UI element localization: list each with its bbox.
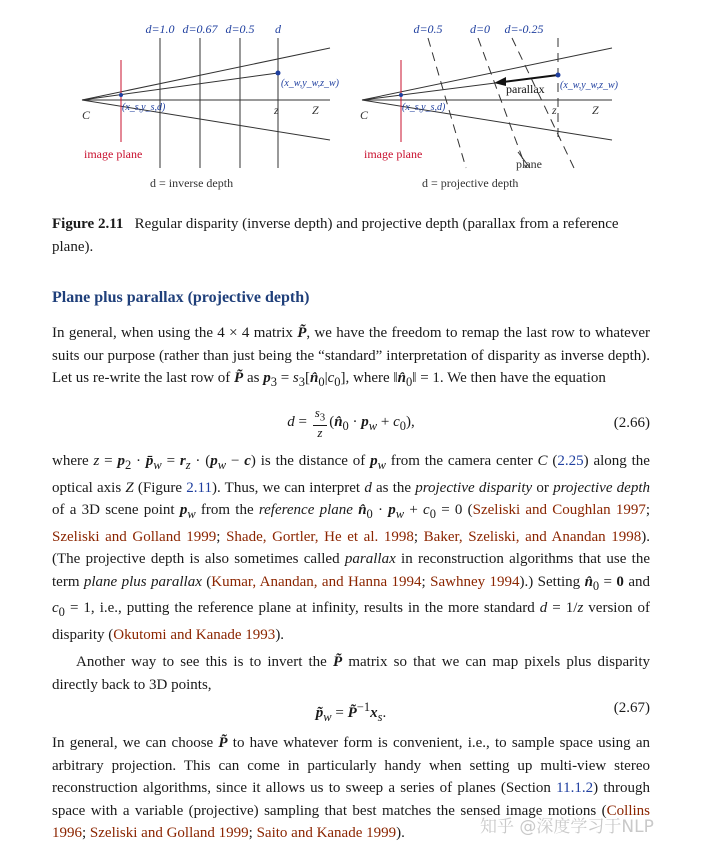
left-z-axis-label: Z	[312, 103, 319, 117]
cite-szeliski-coughlan[interactable]: Szeliski and Coughlan 1997	[472, 502, 646, 518]
right-world-point	[556, 73, 561, 78]
right-z-label: z	[552, 103, 557, 117]
ref-section-11-1-2[interactable]: 11.1.2	[556, 780, 594, 796]
left-caption: d = inverse depth	[150, 176, 234, 190]
left-d-label-4: d	[275, 22, 281, 36]
equation-2-66	[52, 406, 650, 446]
cite-saito[interactable]: Saito and Kanade 1999	[256, 825, 397, 841]
right-d-label-3: d=-0.25	[504, 22, 544, 36]
right-caption: d = projective depth	[422, 176, 519, 190]
parallax-label: parallax	[506, 82, 545, 96]
watermark: 知乎 @深度学习于NLP	[480, 817, 654, 837]
paragraph-2: where $z = p_2$ · $p̄_w = r_z \cdot (p_w - c)$ is the distance of $p_w$ from the camera center C (2.25) along the optical axis Z (Figure 2.11). Thus, we can interpret d as the projective disparity or projective depth of a 3D scene point $p_w$ from the reference plane $n̂_0 \cdot p_w + c_0 = 0$ (Szeliski and Coughlan 1997; Szeliski and Golland 1999; Shade, Gortler, He et al. 1998; Baker, Szeliski, and Anandan 1998). (The projective depth is also sometimes called parallax in reconstruction algorithms that use the term plane plus parallax (Kumar, Anandan, and Hanna 1994; Sawhney 1994).) Setting $n̂_0 = 0$ and $c_0 = 1$, i.e., putting the reference plane at infinity, results in the more standard d = 1/z version of disparity (Okutomi and Kanade 1993).	[52, 453, 651, 643]
cite-sawhney[interactable]: Sawhney 1994	[430, 573, 520, 590]
paragraph-3: Another way to see this is to invert the P̃ matrix so that we can map pixels plus disparity directly back to 3D points,	[52, 654, 650, 693]
cite-collins[interactable]: Collins 1996	[52, 802, 650, 841]
left-world-label: (x_w,y_w,z_w)	[281, 78, 339, 89]
paragraph-4: In general, we can choose P̃ to have whatever form is convenient, i.e., to sample space using an arbitrary projection. This can come in particularly handy when setting up multi-view stereo reconstruction algorithms, since it allows us to sweep a series of planes (Section 11.1.2) through space with a variable (projective) sampling that best matches the sensed image motions (Collins 1996; Szeliski and Golland 1999; Saito and Kanade 1999).	[52, 735, 650, 841]
left-d-label-1: d=1.0	[145, 22, 175, 36]
left-world-point	[276, 71, 281, 76]
cite-kumar[interactable]: Kumar, Anandan, and Hanna 1994	[211, 573, 422, 590]
left-camera-label: C	[82, 108, 91, 122]
left-image-label: (x_s,y_s,d)	[122, 102, 166, 113]
left-d-label-3: d=0.5	[225, 22, 255, 36]
parallax-arrowhead	[494, 77, 506, 86]
cite-baker[interactable]: Baker, Szeliski, and Anandan 1998	[423, 528, 642, 545]
cite-szeliski-golland[interactable]: Szeliski and Golland 1999	[52, 528, 217, 545]
right-d-label-2: d=0	[469, 22, 491, 36]
paragraph-1: In general, when using the 4 × 4 matrix P̃, we have the freedom to remap the last row to whatever suits our purpose (rather than just being the “standard” interpretation of disparity as inverse depth). Let us re-write the last row of P̃ as $p_3$ = $s_3[n̂_0|c_0]$, where $‖n̂_0‖ = 1$. We then have the equation	[52, 325, 650, 389]
figure-caption-text: Regular disparity (inverse depth) and projective depth (parallax from a reference plane).	[52, 216, 619, 255]
equation-2-66-body: d = $\frac{s_3}{z}$ $(n̂_0 \cdot p_w + c_0)$,	[287, 405, 415, 440]
right-z-axis-label: Z	[592, 103, 599, 117]
figure-caption	[52, 213, 652, 258]
right-plane-label: plane	[516, 157, 542, 171]
cite-okutomi[interactable]: Okutomi and Kanade 1993	[113, 626, 276, 643]
left-image-point	[119, 93, 123, 97]
right-d-label-1: d=0.5	[413, 22, 443, 36]
equation-2-67-body: $p̃_w$ = $P̃^{-1}x_s$.	[315, 700, 387, 724]
right-image-label: (x_s,y_s,d)	[402, 102, 446, 113]
section-heading: Plane plus parallax (projective depth)	[52, 289, 310, 306]
left-d-label-2: d=0.67	[182, 22, 218, 36]
right-image-plane-label: image plane	[364, 147, 423, 161]
ref-2-25[interactable]: 2.25	[557, 453, 584, 469]
left-image-plane-label: image plane	[84, 147, 143, 161]
right-camera-label: C	[360, 108, 369, 122]
cite-shade[interactable]: Shade, Gortler, He et al. 1998	[226, 528, 414, 545]
figure-caption-label: Figure 2.11	[52, 216, 124, 232]
equation-2-67	[52, 694, 650, 734]
figure-2-11	[0, 0, 720, 205]
right-image-point	[399, 93, 403, 97]
equation-2-66-number: (2.66)	[613, 415, 650, 431]
ref-figure-2-11[interactable]: 2.11	[186, 479, 212, 496]
equation-2-67-number: (2.67)	[613, 700, 650, 716]
right-world-label: (x_w,y_w,z_w)	[560, 80, 618, 91]
cite-szeliski-golland-2[interactable]: Szeliski and Golland 1999	[89, 825, 249, 841]
left-z-label: z	[274, 103, 279, 117]
